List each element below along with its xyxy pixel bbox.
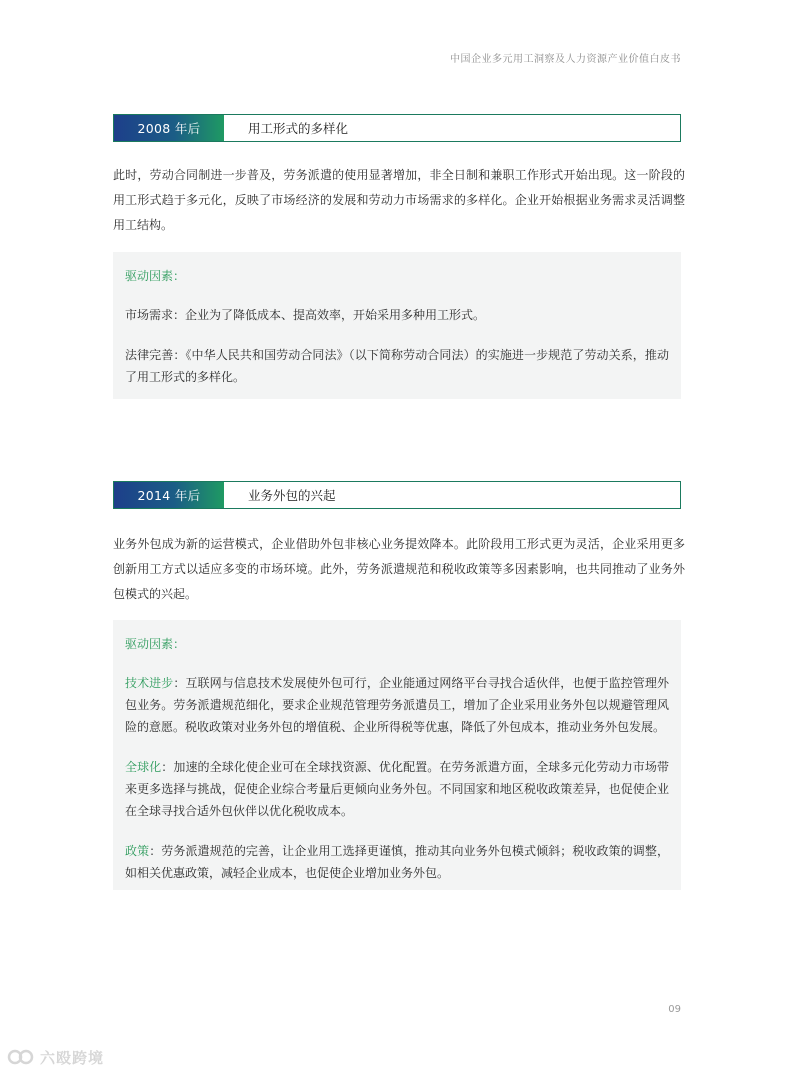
drivers-heading: 驱动因素： [125,269,186,283]
driver-sep: ： [161,760,174,774]
watermark-icon [6,1046,36,1068]
drivers-box [113,620,681,890]
driver-item [125,672,669,738]
running-header: 中国企业多元用工洞察及人力资源产业价值白皮书 [450,54,681,65]
driver-key: 法律完善 [125,348,174,362]
section-bar-2014 [113,481,681,509]
watermark-text: 六殴跨境 [40,1048,105,1067]
section-paragraph: 业务外包成为新的运营模式，企业借助外包非核心业务提效降本。此阶段用工形式更为灵活，企业采用更多创新用工方式以适应多变的市场环境。此外，劳务派遣规范和税收政策等多因素影响，也共同推动了业务外包模式的兴起。 [113,537,685,601]
driver-item [125,756,669,822]
section-year-label: 2014 年后 [114,482,224,508]
driver-key: 全球化 [125,760,162,774]
driver-key: 政策 [125,844,150,858]
driver-sep: ： [173,308,186,322]
section-bar-2008 [113,114,681,142]
section-paragraph: 此时，劳动合同制进一步普及，劳务派遣的使用显著增加，非全日制和兼职工作形式开始出现。这一阶段的用工形式趋于多元化，反映了市场经济的发展和劳动力市场需求的多样化。企业开始根据业务需求灵活调整用工结构。 [113,168,685,232]
driver-sep: ： [149,844,162,858]
driver-key: 技术进步 [125,676,174,690]
drivers-heading: 驱动因素： [125,637,186,651]
section-year-label: 2008 年后 [114,115,224,141]
section-title: 用工形式的多样化 [248,121,349,136]
driver-sep: ： [173,348,186,362]
driver-text: 《中华人民共和国劳动合同法》（以下简称劳动合同法）的实施进一步规范了劳动关系，推动了用工形式的多样化。 [125,348,669,384]
driver-item [125,840,669,884]
driver-sep: ： [173,676,186,690]
driver-text: 加速的全球化使企业可在全球找资源、优化配置。在劳务派遣方面，全球多元化劳动力市场带来更多选择与挑战，促使企业综合考量后更倾向业务外包。不同国家和地区税收政策差异，也促使企业在全球寻找合适外包伙伴以优化税收成本。 [125,760,669,818]
page-number: 09 [668,1004,681,1015]
driver-key: 市场需求 [125,308,174,322]
driver-text: 劳务派遣规范的完善，让企业用工选择更谨慎，推动其向业务外包模式倾斜；税收政策的调整，如相关优惠政策，减轻企业成本，也促使企业增加业务外包。 [125,844,669,880]
section-title: 业务外包的兴起 [248,488,336,503]
driver-text: 互联网与信息技术发展使外包可行，企业能通过网络平台寻找合适伙伴，也便于监控管理外包业务。劳务派遣规范细化，要求企业规范管理劳务派遣员工，增加了企业采用业务外包以规避管理风险的意愿。税收政策对业务外包的增值税、企业所得税等优惠，降低了外包成本，推动业务外包发展。 [125,676,669,734]
driver-item [125,344,669,388]
watermark-logo [6,1046,104,1068]
driver-item [125,304,669,326]
driver-text: 企业为了降低成本、提高效率，开始采用多种用工形式。 [185,308,486,322]
drivers-box [113,252,681,399]
